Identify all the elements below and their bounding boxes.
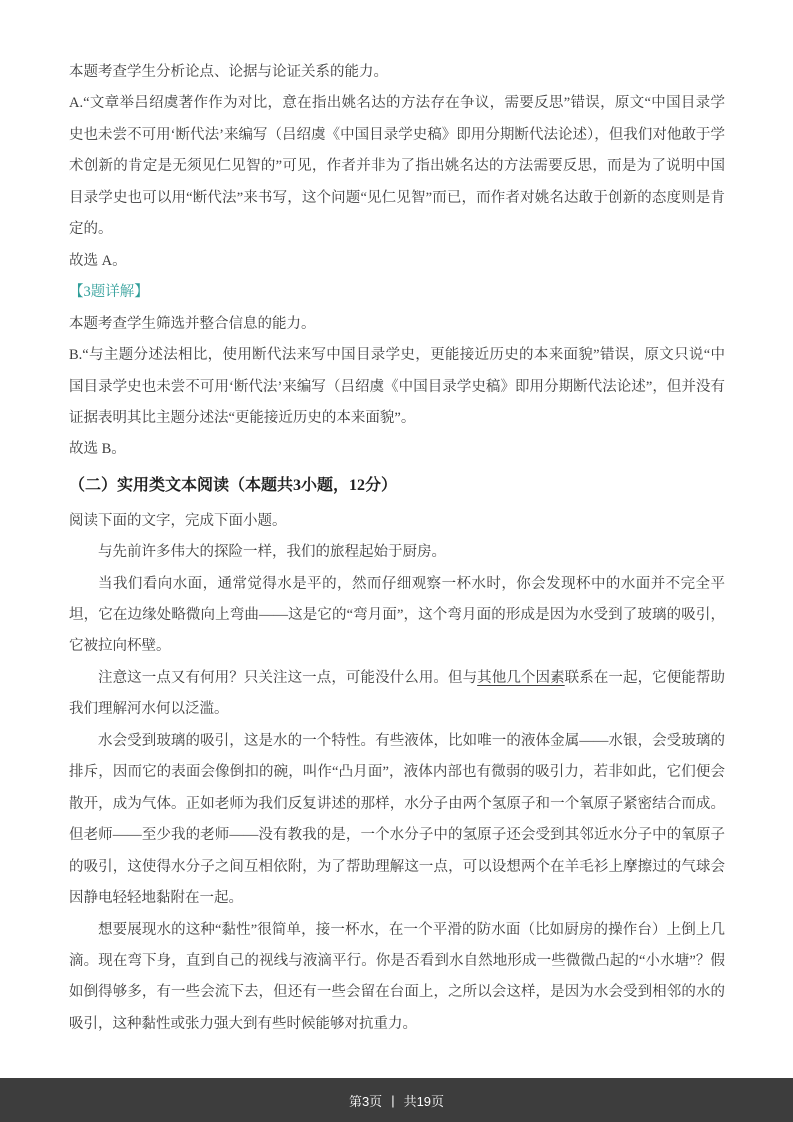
passage-paragraph: 水会受到玻璃的吸引，这是水的一个特性。有些液体，比如唯一的液体金属——水银，会受玻璃的排斥，因而它的表面会像倒扣的碗，叫作“凸月面”，液体内部也有微弱的吸引力，若非如此，它们便会散开，成为气体。正如老师为我们反复讲述的那样，水分子由两个氢原子和一个氧原子紧密结合而成。但老师——至少我的老师——没有教我的是，一个水分子中的氢原子还会受到其邻近水分子中的氧原子的吸引，这使得水分子之间互相依附，为了帮助理解这一点，可以设想两个在羊毛衫上摩擦过的气球会因静电轻轻地黏附在一起。 <box>69 732 725 907</box>
passage-paragraph: 当我们看向水面，通常觉得水是平的，然而仔细观察一杯水时，你会发现杯中的水面并不完全平坦，它在边缘处略微向上弯曲——这是它的“弯月面”，这个弯月面的形成是因为水受到了玻璃的吸引，它被拉向杯壁。 <box>69 575 725 655</box>
answer-line-a: 故选 A。 <box>69 252 127 269</box>
option-b-analysis: B.“与主题分述法相比，使用断代法来写中国目录学史，更能接近历史的本来面貌”错误，原文只说“中国目录学史也未尝不可用‘断代法’来编写（吕绍虞《中国目录学史稿》即用分期断代法论述”，但并没有证据表明其比主题分述法“更能接近历史的本来面貌”。 <box>69 347 725 426</box>
answer-line-b: 故选 B。 <box>69 441 126 458</box>
analysis-ability-line: 本题考查学生分析论点、论据与论证关系的能力。 <box>69 64 388 80</box>
passage-paragraph: 与先前许多伟大的探险一样，我们的旅程起始于厨房。 <box>98 544 446 561</box>
analysis-ability-line: 本题考查学生筛选并整合信息的能力。 <box>69 315 316 332</box>
option-a-analysis: A.“文章举吕绍虞著作作为对比，意在指出姚名达的方法存在争议，需要反思”错误，原文“中国目录学史也未尝不可用‘断代法’来编写（吕绍虞《中国目录学史稿》即用分期断代法论述），但我们对他敢于学术创新的肯定是无须见仁见智的”可见，作者并非为了指出姚名达的方法需要反思，而是为了说明中国目录学史也可以用“断代法”来书写，这个问题“见仁见智”而已，而作者对姚名达敢于创新的态度则是肯定的。 <box>69 95 725 238</box>
page-number: 第3页 <box>348 1093 383 1109</box>
passage-text: 联系在一起，它便能帮助我们理解河水何以泛滥。 <box>69 669 726 718</box>
section-heading: （二）实用类文本阅读（本题共3小题，12分） <box>69 476 398 494</box>
footer-separator: | <box>391 1092 395 1108</box>
underlined-phrase: 其他几个因素 <box>477 669 565 686</box>
page-footer <box>0 1078 793 1122</box>
passage-paragraph: 想要展现水的这种“黏性”很简单，接一杯水，在一个平滑的防水面（比如厨房的操作台）上倒上几滴。现在弯下身，直到自己的视线与液滴平行。你是否看到水自然地形成一些微微凸起的“小水塘”？假如倒得够多，有一些会流下去，但还有一些会留在台面上，之所以会这样，是因为水会受到相邻的水的吸引，这种黏性或张力强大到有些时候能够对抗重力。 <box>69 921 725 1032</box>
passage-paragraph <box>69 663 725 726</box>
total-pages: 共19页 <box>403 1093 445 1109</box>
passage-text: 注意这一点又有何用？只关注这一点，可能没什么用。但与 <box>98 669 478 686</box>
reading-instruction: 阅读下面的文字，完成下面小题。 <box>69 512 287 529</box>
question-3-detail-marker: 【3题详解】 <box>69 284 149 301</box>
